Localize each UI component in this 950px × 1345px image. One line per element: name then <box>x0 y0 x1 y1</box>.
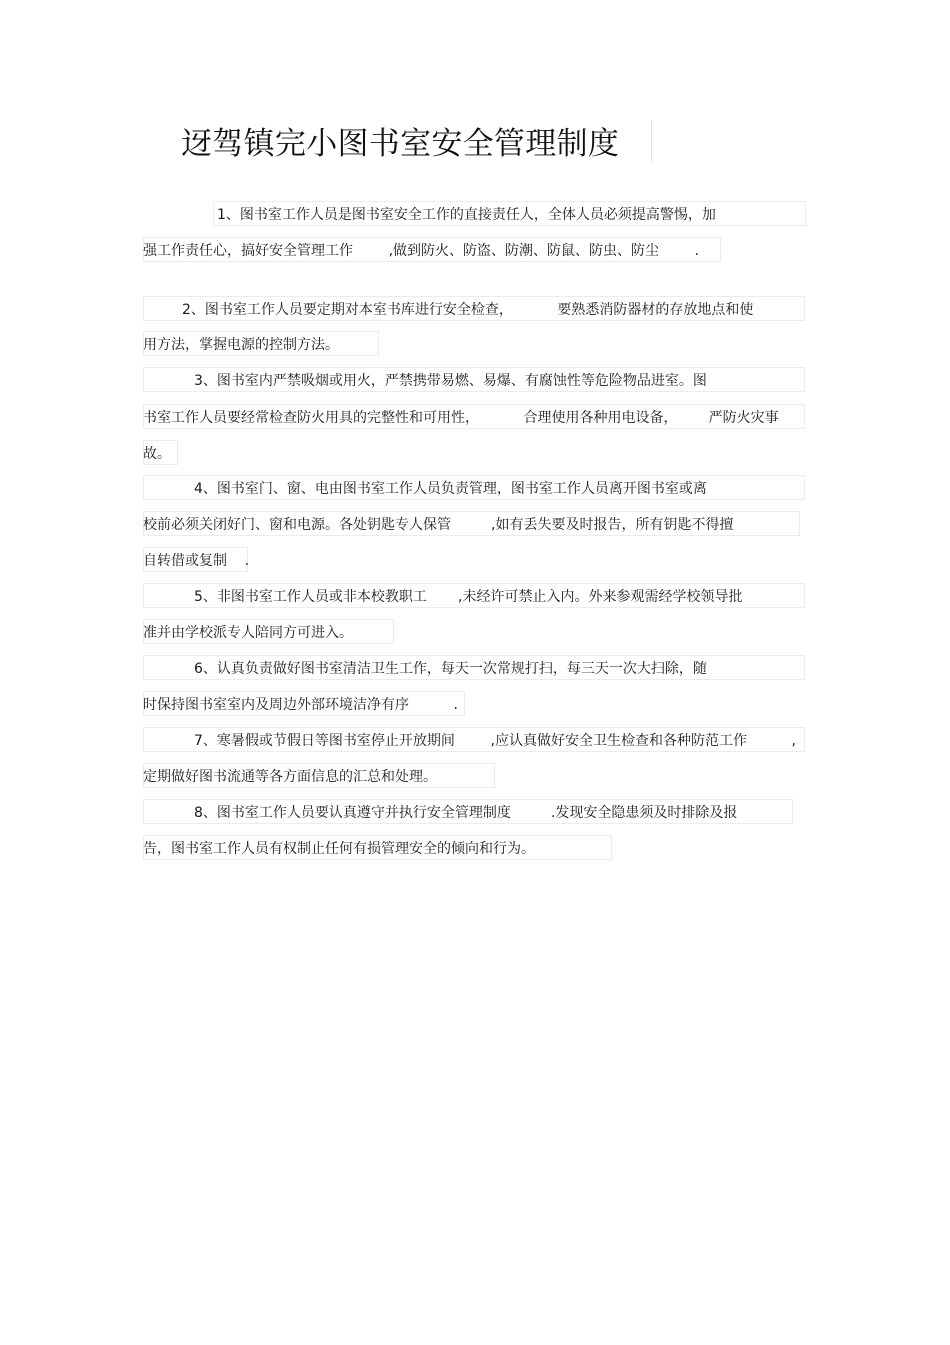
rule-6-line-2: 时保持图书室室内及周边外部环境洁净有序 . <box>143 697 458 713</box>
rule-8-line-1: 8、图书室工作人员要认真遵守并执行安全管理制度 .发现安全隐患须及时排除及报 <box>194 805 738 821</box>
rule-7-line-1: 7、寒暑假或节假日等图书室停止开放期间 ,应认真做好安全卫生检查和各种防范工作 , <box>194 733 796 749</box>
rule-1-line-2: 强工作责任心，搞好安全管理工作 ,做到防火、防盗、防潮、防鼠、防虫、防尘 . <box>143 243 700 259</box>
rule-3-line-2: 书室工作人员要经常检查防火用具的完整性和可用性， 合理使用各种用电设备， 严防火灾事 <box>143 410 779 426</box>
rule-2-line-1: 2、图书室工作人员要定期对本室书库进行安全检查， 要熟悉消防器材的存放地点和使 <box>182 302 754 318</box>
rule-3-line-1: 3、图书室内严禁吸烟或用火，严禁携带易燃、易爆、有腐蚀性等危险物品进室。图 <box>194 373 707 389</box>
rule-6-line-1: 6、认真负责做好图书室清洁卫生工作，每天一次常规打扫，每三天一次大扫除，随 <box>194 661 707 677</box>
rule-1-line-1: 1、图书室工作人员是图书室安全工作的直接责任人，全体人员必须提高警惕，加 <box>217 207 716 223</box>
rule-4-line-2: 校前必须关闭好门、窗和电源。各处钥匙专人保管 ,如有丢失要及时报告，所有钥匙不得擅 <box>143 517 734 533</box>
document-title: 迓驾镇完小图书室安全管理制度 <box>181 126 620 162</box>
title-guide-line <box>651 120 652 164</box>
rule-4-line-3: 自转借或复制 . <box>143 553 250 569</box>
rule-3-line-3: 故。 <box>143 446 171 462</box>
rule-5-line-2: 准并由学校派专人陪同方可进入。 <box>143 625 353 641</box>
rule-8-line-2: 告，图书室工作人员有权制止任何有损管理安全的倾向和行为。 <box>143 841 535 857</box>
rule-4-line-1: 4、图书室门、窗、电由图书室工作人员负责管理，图书室工作人员离开图书室或离 <box>194 481 707 497</box>
rule-2-line-2: 用方法，掌握电源的控制方法。 <box>143 337 339 353</box>
rule-7-line-2: 定期做好图书流通等各方面信息的汇总和处理。 <box>143 769 437 785</box>
rule-5-line-1: 5、非图书室工作人员或非本校教职工 ,未经许可禁止入内。外来参观需经学校领导批 <box>194 589 743 605</box>
